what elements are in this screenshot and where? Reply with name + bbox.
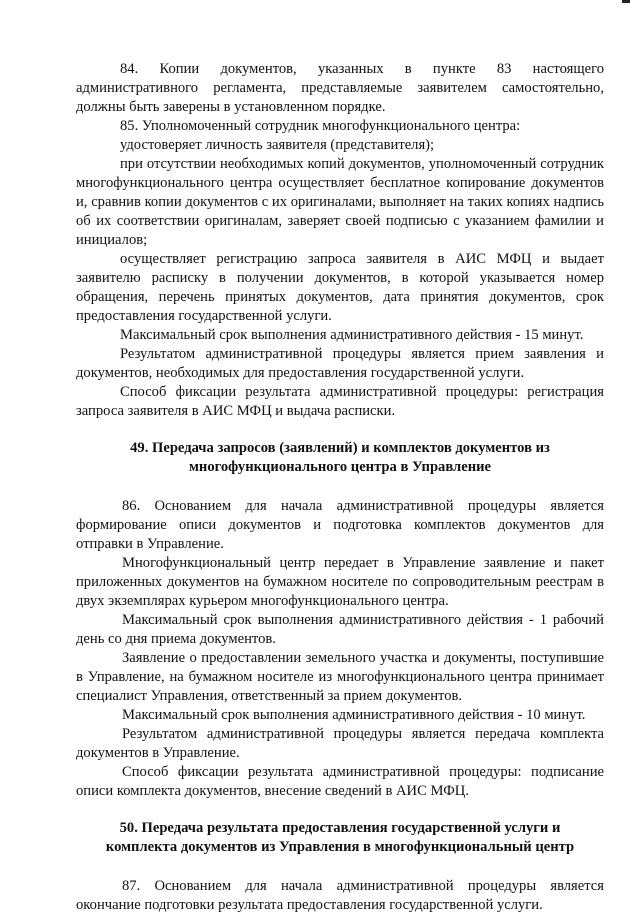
paragraph-85: 85. Уполномоченный сотрудник многофункционального центра: (120, 118, 521, 134)
paragraph-86: 86. Основанием для начала административной процедуры является формирование описи документов и подготовка комплектов документов для отправки в Управление. (76, 498, 604, 552)
corner-mark (622, 0, 630, 3)
document-body (76, 60, 604, 915)
paragraph-86-a: Многофункциональный центр передает в Управление заявление и пакет приложенных документов на бумажном носителе по сопроводительным реестрам в двух экземплярах курьером многофункционального центра. (76, 555, 604, 609)
paragraph-84: 84. Копии документов, указанных в пункте 83 настоящего административного регламента, представляемые заявителем самостоятельно, должны быть заверены в установленном порядке. (76, 61, 604, 115)
section-heading-50: 50. Передача результата предоставления государственной услуги и комплекта документов из Управления в многофункциональный центр (105, 820, 575, 855)
paragraph-86-c: Заявление о предоставлении земельного участка и документы, поступившие в Управление, на бумажном носителе из многофункционального центра принимает специалист Управления, ответственный за прием документов. (76, 650, 604, 704)
paragraph-86-e: Результатом административной процедуры является передача комплекта документов в Управление. (76, 726, 604, 761)
spacer (76, 801, 604, 819)
paragraph-86-f: Способ фиксации результата административной процедуры: подписание описи комплекта документов, внесение сведений в АИС МФЦ. (76, 764, 604, 799)
paragraph-86-d: Максимальный срок выполнения административного действия - 10 минут. (122, 707, 586, 723)
paragraph-86-b: Максимальный срок выполнения административного действия - 1 рабочий день со дня приема документов. (76, 612, 604, 647)
paragraph-85-c: осуществляет регистрацию запроса заявителя в АИС МФЦ и выдает заявителю расписку в получении документов, в которой указывается номер обращения, перечень принятых документов, дата принятия документов, срок предоставления государственной услуги. (76, 251, 604, 324)
paragraph-85-a: удостоверяет личность заявителя (представителя); (120, 137, 435, 153)
paragraph-85-f: Способ фиксации результата административной процедуры: регистрация запроса заявителя в АИС МФЦ и выдача расписки. (76, 384, 604, 419)
spacer (76, 477, 604, 497)
section-heading-49: 49. Передача запросов (заявлений) и комплектов документов из многофункционального центра в Управление (130, 440, 550, 475)
paragraph-85-d: Максимальный срок выполнения административного действия - 15 минут. (120, 327, 584, 343)
paragraph-85-b: при отсутствии необходимых копий документов, уполномоченный сотрудник многофункционального центра осуществляет бесплатное копирование документов и, сравнив копии документов с их оригиналами, выполняет на таких копиях надпись об их соответствии оригиналам, заверяет своей подписью с указанием фамилии и инициалов; (76, 156, 604, 248)
spacer (76, 421, 604, 439)
paragraph-87: 87. Основанием для начала административной процедуры является окончание подготовки результата предоставления государственной услуги. (76, 878, 604, 913)
paragraph-85-e: Результатом административной процедуры является прием заявления и документов, необходимых для предоставления государственной услуги. (76, 346, 604, 381)
spacer (76, 857, 604, 877)
